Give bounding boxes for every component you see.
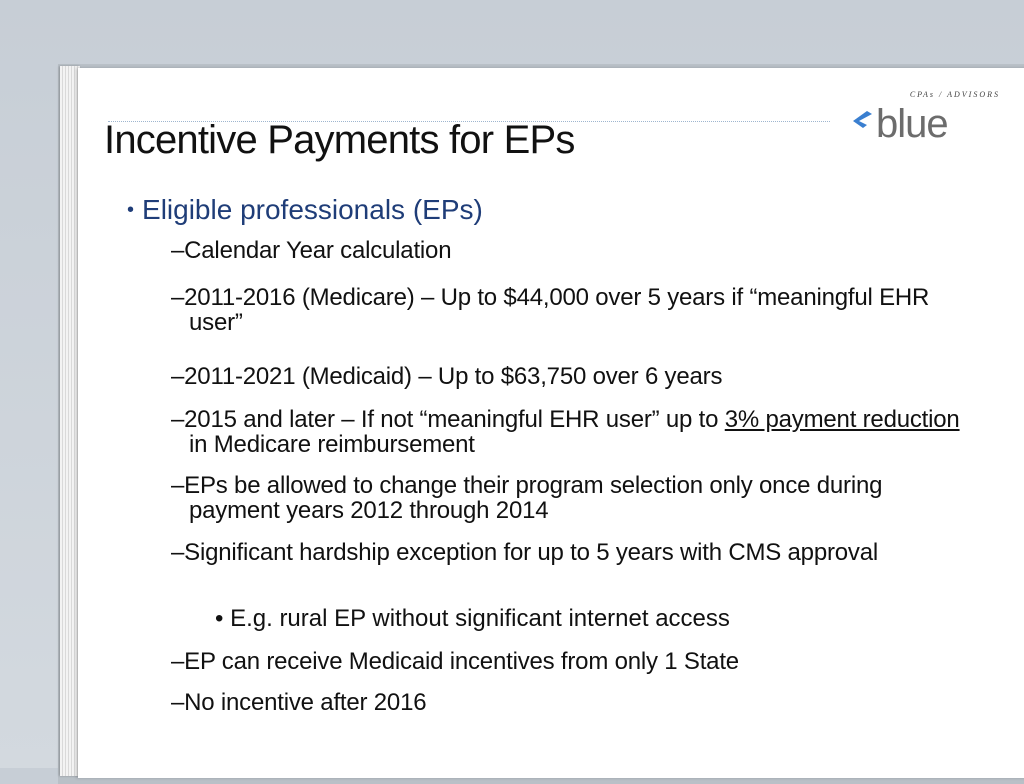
list-item-text: 2015 and later – If not “meaningful EHR user” up to	[184, 406, 725, 433]
bullet-text: Eligible professionals (EPs)	[142, 194, 483, 225]
logo-mark	[852, 100, 998, 146]
bullet-dot-icon: •	[127, 199, 135, 221]
list-item: –EPs be allowed to change their program selection only once during payment years 2012 through 2014	[171, 472, 883, 524]
list-item-text: 2011-2016 (Medicare) – Up to $44,000 over 5 years if “meaningful EHR user”	[184, 284, 930, 336]
company-logo	[852, 90, 1000, 148]
slide-title: Incentive Payments for EPs	[104, 118, 575, 162]
list-item-text: EP can receive Medicaid incentives from only 1 State	[184, 648, 739, 675]
list-item: –No incentive after 2016	[171, 689, 427, 716]
list-item-text: E.g. rural EP without significant internet access	[230, 605, 730, 632]
logo-wordmark: blue	[876, 102, 948, 146]
list-item-text: Calendar Year calculation	[184, 237, 452, 264]
paper-stack-edge	[60, 66, 80, 776]
list-item-text: No incentive after 2016	[184, 689, 427, 716]
bullet-dot-icon: •	[215, 605, 231, 632]
list-item: –Calendar Year calculation	[171, 237, 452, 264]
list-item: –EP can receive Medicaid incentives from only 1 State	[171, 648, 739, 675]
list-item-text: EPs be allowed to change their program selection only once during payment years 2012 through 2014	[184, 472, 883, 524]
list-item: –2015 and later – If not “meaningful EHR user” up to 3% payment reduction in Medicare reimbursement	[171, 406, 960, 458]
list-item-text: 2011-2021 (Medicaid) – Up to $63,750 over 6 years	[184, 363, 723, 390]
payment-reduction-link[interactable]: 3% payment reduction	[724, 406, 960, 433]
sub-list-item	[215, 606, 730, 631]
list-item-text: in Medicare reimbursement	[189, 431, 475, 458]
bullet-eligible-professionals	[127, 194, 483, 226]
logo-wedge-icon	[853, 111, 873, 133]
list-item: –2011-2021 (Medicaid) – Up to $63,750 over 6 years	[171, 363, 723, 390]
logo-tagline: CPAs / ADVISORS	[909, 90, 1000, 99]
list-item: –Significant hardship exception for up to 5 years with CMS approval	[171, 539, 878, 566]
list-item: –2011-2016 (Medicare) – Up to $44,000 over 5 years if “meaningful EHR user”	[171, 284, 930, 336]
list-item-text: Significant hardship exception for up to 5 years with CMS approval	[184, 539, 878, 566]
